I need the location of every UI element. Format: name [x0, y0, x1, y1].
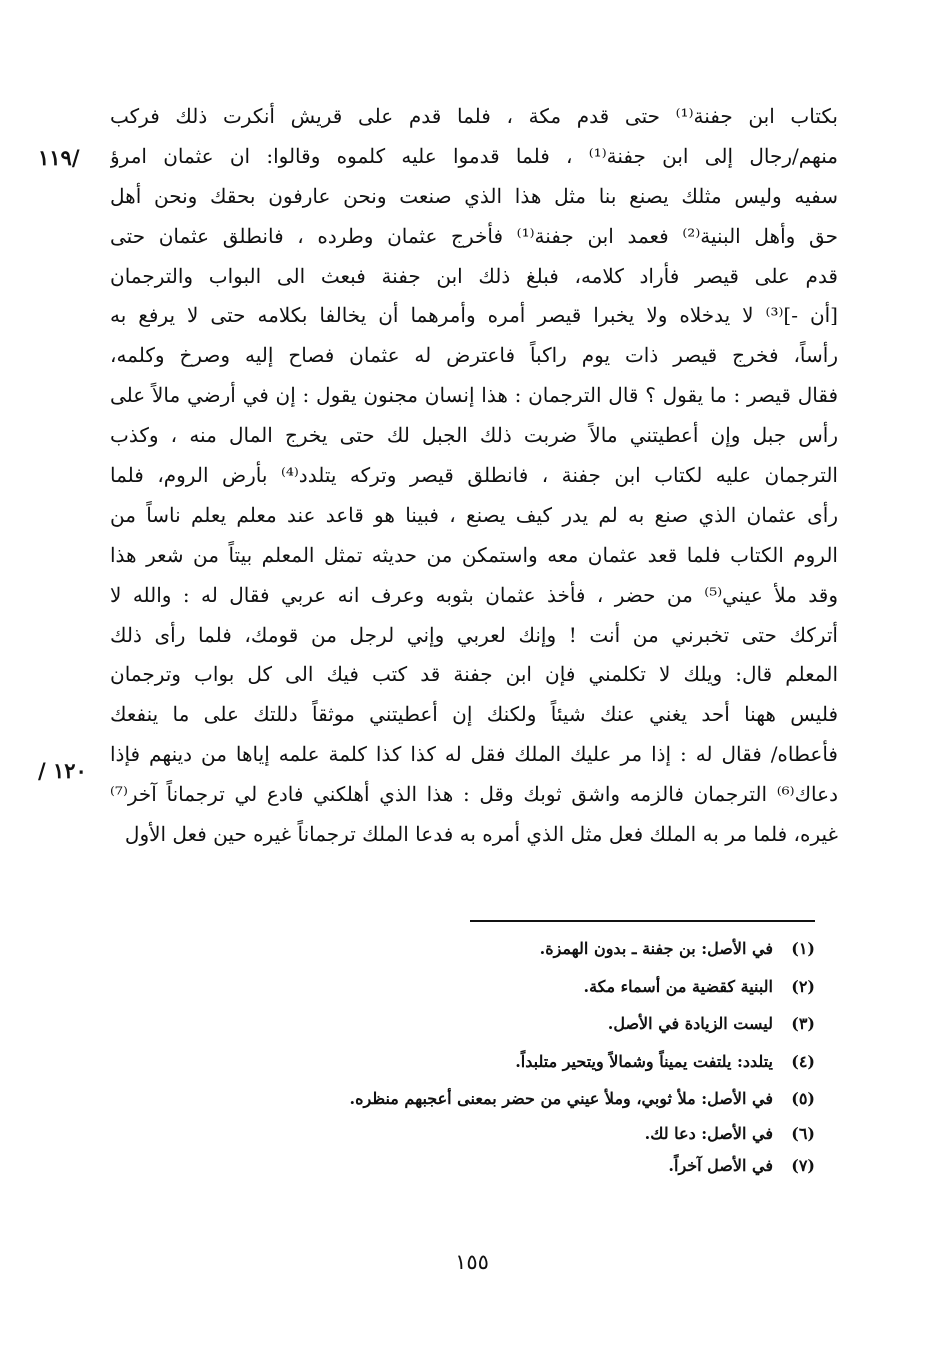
text-line: فقال قيصر : ما يقول ؟ قال الترجمان : هذا إنسان مجنون يقول : إن في أرضي مالاً على: [110, 383, 838, 408]
footnote-number: (٣): [791, 1014, 815, 1033]
footnote-number: (٧): [791, 1155, 815, 1175]
margin-page-ref: ١١٩/: [38, 145, 80, 170]
footnote-item: [290, 1080, 815, 1118]
footnote-text: ليست الزيادة في الأصل.: [607, 1014, 773, 1033]
footnote-text: البنية كقضية من أسماء مكة.: [583, 976, 773, 996]
text-line: المعلم قال: ويلك لا تكلمني فإن ابن جفنة قد كتب فيك الى كل بواب وترجمان: [110, 662, 838, 687]
text-line: منهم/رجال إلى ابن جفنة⁽¹⁾ ، فلما قدموا عليه كلموه وقالوا: ان عثمان امرؤ: [110, 143, 838, 168]
footnote-separator: [470, 920, 815, 922]
text-line: رأس جبل وإن أعطيتني مالاً ضربت ذلك الجبل لك حتى يخرج المال منه ، وكذب: [110, 423, 838, 448]
footnote-text: في الأصل: ملأ ثوبي، وملأ عيني من حضر بمعنى أعجبهم منظره.: [349, 1089, 773, 1108]
footnote-item: [290, 1043, 815, 1081]
main-text-block: [110, 97, 838, 855]
footnote-item: [290, 1005, 815, 1043]
footnote-text: يتلدد: يلتفت يميناً وشمالاً ويتحير متلبداً.: [515, 1051, 773, 1071]
footnote-number: (٦): [791, 1123, 815, 1143]
text-line: بكتاب ابن جفنة⁽¹⁾ حتى قدم مكة ، فلما قدم على قريش أنكرت ذلك فركب: [110, 104, 838, 128]
text-line: غيره، فلما مر به الملك فعل مثل الذي أمره به فدعا الملك ترجماناً غيره حين فعل الأول: [124, 822, 838, 847]
margin-page-ref: / ١٢٠: [38, 758, 87, 783]
text-line: فليس ههنا أحد يغني عنك شيئاً ولكنك إن أعطيتني موثقاً دللتك على ما ينفعك: [110, 702, 838, 727]
footnote-item: [290, 1150, 815, 1182]
text-line: الترجمان عليه لكتاب ابن جفنة ، فانطلق قيصر وتركه يتلدد⁽⁴⁾ بأرض الروم، فلما: [110, 463, 838, 488]
footnote-text: في الأصل آخراً.: [668, 1155, 773, 1175]
text-line: رأى عثمان الذي صنع به لم يدر كيف يصنع ، فبينا هو قاعد عند معلم يعلم ناساً من: [110, 502, 838, 527]
footnote-number: (٢): [791, 976, 815, 996]
text-line: قدم على قيصر فأراد كلامه، فبلغ ذلك ابن جفنة فبعث الى البواب والترجمان: [110, 263, 838, 288]
footnotes: [290, 930, 815, 1182]
text-line: وقد ملأ عيني⁽⁵⁾ من حضر ، فأخذ عثمان بثوبه وعرف انه عربي فقال له : والله لا: [110, 582, 838, 607]
text-line: حق وأهل البنية⁽²⁾ فعمد ابن جفنة⁽¹⁾ فأخرج عثمان وطرده ، فانطلق عثمان حتى: [110, 223, 838, 248]
text-line: [أن -]⁽³⁾ لا يدخلاه ولا يخبرا قيصر أمره وأمرهما أن يخالفا بكلامه حتى لا يرفع به: [110, 303, 838, 328]
footnote-number: (١): [791, 939, 815, 958]
text-line: دعاك⁽⁶⁾ الترجمان فالزمه واشق ثوبك وقل : هذا الذي أهلكني فادع لي ترجماناً آخر⁽⁷⁾: [110, 782, 838, 807]
footnote-item: [290, 968, 815, 1006]
footnote-number: (٤): [791, 1051, 815, 1071]
text-line: أتركك حتى تخبرني من أنت ! وإنك لعربي وإني لرجل من قومك، فلما رأى ذلك: [110, 622, 838, 647]
text-line: فأعطاه/ فقال له : إذا مر عليك الملك فقل له كذا كذا كلمة علمه إياها من دينهم فإذا: [110, 742, 838, 767]
footnote-item: [290, 930, 815, 968]
footnote-text: في الأصل: بن جفنة ـ بدون الهمزة.: [539, 939, 773, 958]
text-line: سفيه وليس مثلك يصنع بنا مثل هذا الذي صنعت ونحن عارفون بحقك ونحن أهل: [110, 183, 838, 208]
text-line: الروم الكتاب فلما قعد عثمان معه واستمكن من حديثه تمثل المعلم بيتاً من شعر هذا: [110, 542, 838, 567]
page-number: ١٥٥: [455, 1250, 489, 1274]
text-line: رأساً، فخرج قيصر ذات يوم راكباً فاعترض له عثمان فصاح إليه وصرخ وكلمه،: [110, 343, 838, 368]
footnote-text: في الأصل: دعا لك.: [644, 1123, 773, 1143]
footnote-item: [290, 1118, 815, 1150]
footnote-number: (٥): [791, 1089, 815, 1108]
